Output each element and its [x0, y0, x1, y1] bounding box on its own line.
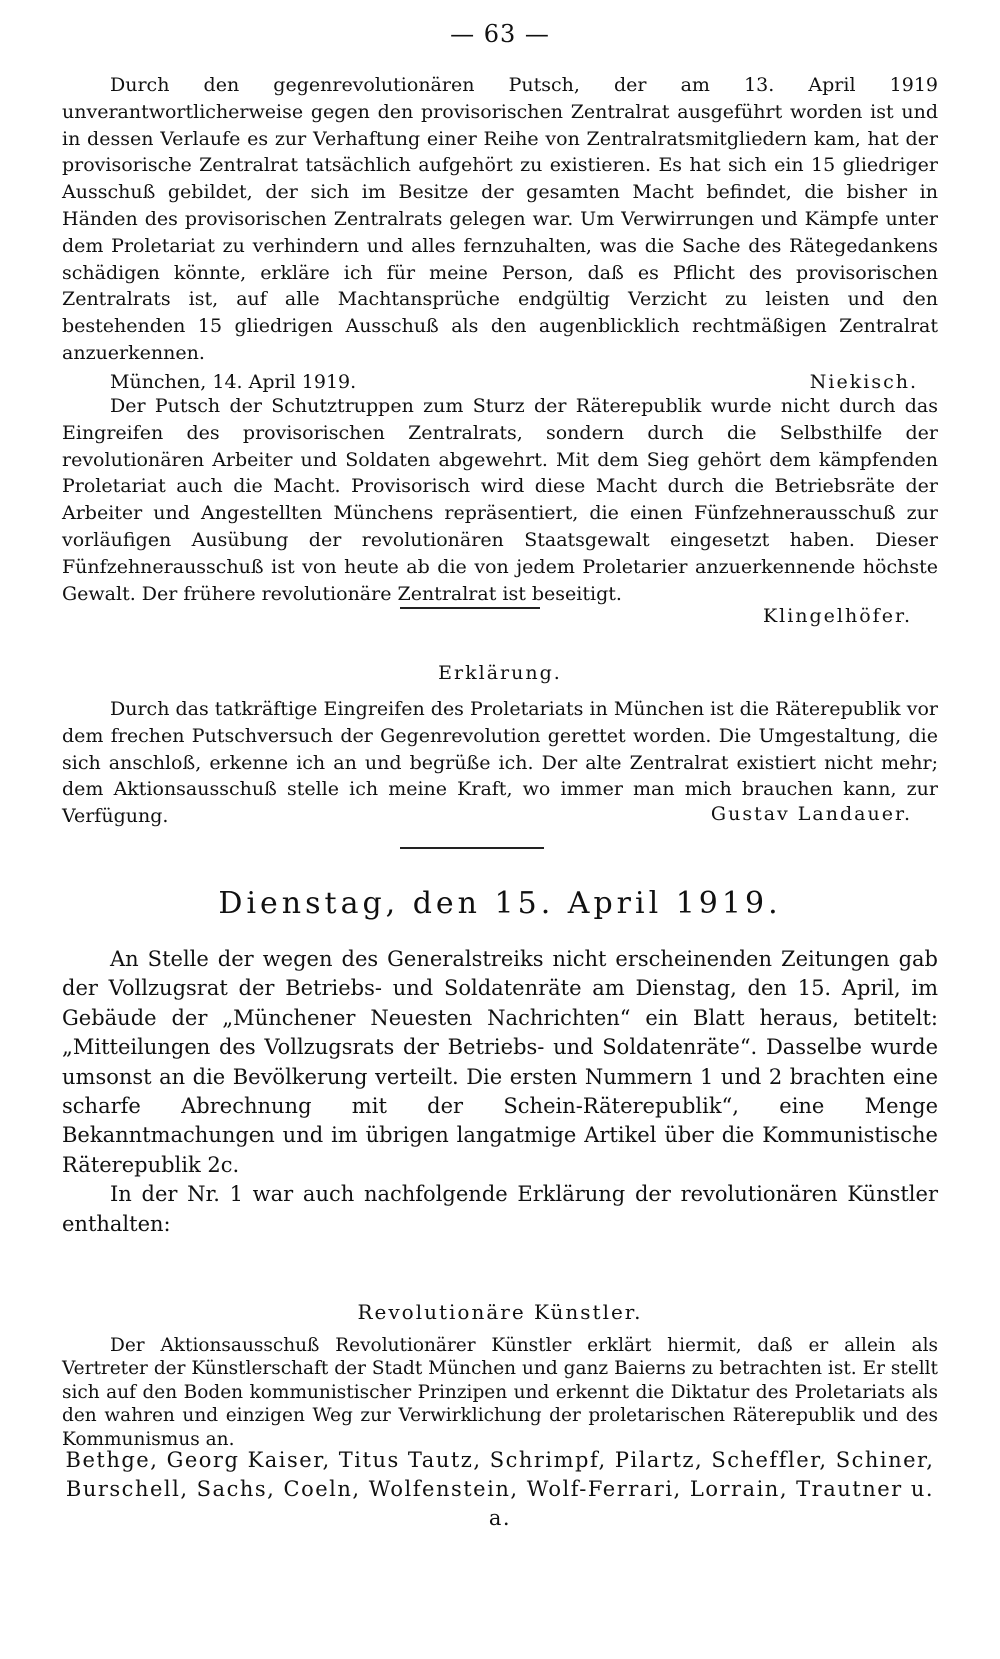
niekisch-declaration	[62, 72, 938, 401]
landauer-signature: Gustav Landauer.	[710, 802, 912, 825]
klingelhoefer-text: Der Putsch der Schutztruppen zum Sturz der Räterepublik wurde nicht durch das Eingreifen des provisorischen Zentralrats, sondern durch die Selbsthilfe der revolutionären Arbeiter und Soldaten abgewehrt. Mit dem Sieg gehört dem kämpfenden Proletariat auch die Macht. Provisorisch wird diese Macht durch die Betriebsräte der Arbeiter und Angestellten Münchens repräsentiert, die einen Fünfzehnerausschuß zur vorläufigen Ausübung der revolutionären Staatsgewalt eingesetzt haben. Dieser Fünfzehnerausschuß ist von heute ab die von jedem Proletarier anzuerkennende höchste Gewalt. Der frühere revolutionäre Zentralrat ist beseitigt.	[62, 395, 938, 605]
klingelhoefer-declaration	[62, 393, 938, 627]
tuesday-section	[62, 945, 938, 1239]
page-number: — 63 —	[450, 20, 550, 48]
tuesday-paragraph-1: An Stelle der wegen des Generalstreiks nicht erscheinenden Zeitungen gab der Vollzugsrat der Betriebs- und Soldatenräte am Dienstag, den 15. April, im Gebäude der „Münchener Neuesten Nachrichten“ ein Blatt heraus, betitelt: „Mitteilungen des Vollzugsrats der Betriebs- und Soldatenräte“. Dasselbe wurde umsonst an die Bevölkerung verteilt. Die ersten Nummern 1 und 2 brachten eine scharfe Abrechnung mit der Schein-Räterepublik“, eine Menge Bekanntmachungen und im übrigen langatmige Artikel über die Kommunistische Räterepublik 2c.	[62, 947, 938, 1177]
separator-rule	[400, 847, 544, 849]
separator-rule	[400, 607, 540, 609]
landauer-declaration	[62, 696, 938, 828]
klingelhoefer-signature: Klingelhöfer.	[762, 605, 912, 628]
kuenstler-heading: Revolutionäre Künstler.	[357, 1300, 643, 1324]
landauer-text: Durch das tatkräftige Eingreifen des Proletariats in München ist die Räterepublik vor dem frechen Putschversuch der Gegenrevolution gerettet worden. Die Umgestaltung, die sich anschloß, erkenne ich an und begrüße ich. Der alte Zentralrat existiert nicht mehr; dem Aktionsausschuß stelle ich meine Kraft, wo immer man mich brauchen kann, zur Verfügung.	[62, 698, 938, 828]
niekisch-text: Durch den gegenrevolutionären Putsch, der am 13. April 1919 unverantwortlicherweise gegen den provisorischen Zentralrat ausgeführt worden ist und in dessen Verlaufe es zur Verhaftung einer Reihe von Zentralratsmitgliedern kam, hat der provisorische Zentralrat tatsächlich aufgehört zu existieren. Es hat sich ein 15 gliedriger Ausschuß gebildet, der sich im Besitze der gesamten Macht befindet, die bisher in Händen des provisorischen Zentralrats gelegen war. Um Verwirrungen und Kämpfe unter dem Proletariat zu verhindern und alles fernzuhalten, was die Sache des Rätegedankens schädigen könnte, erkläre ich für meine Person, daß es Pflicht des provisorischen Zentralrats ist, auf alle Machtansprüche endgültig Verzicht zu leisten und den bestehenden 15 gliedrigen Ausschuß als den augenblicklich rechtmäßigen Zentralrat anzuerkennen.	[62, 74, 938, 364]
niekisch-place-date: München, 14. April 1919.	[110, 370, 357, 393]
kuenstler-signatories: Bethge, Georg Kaiser, Titus Tautz, Schrimpf, Pilartz, Scheffler, Schiner, Burschell, Sachs, Coeln, Wolfenstein, Wolf-Ferrari, Lorrain, Trautner u. a.	[65, 1448, 935, 1530]
date-heading: Dienstag, den 15. April 1919.	[218, 886, 782, 921]
kuenstler-text: Der Aktionsausschuß Revolutionärer Künstler erklärt hiermit, daß er allein als Vertreter der Künstlerschaft der Stadt München und ganz Baierns zu betrachten ist. Er stellt sich auf den Boden kommunistischer Prinzipen und erkennt die Diktatur des Proletariats als den wahren und einzigen Weg zur Verwirklichung der proletarischen Räterepublik und des Kommunismus an.	[62, 1335, 938, 1450]
niekisch-signature: Niekisch.	[809, 370, 918, 393]
landauer-heading: Erklärung.	[438, 662, 562, 684]
kuenstler-declaration	[62, 1334, 938, 1451]
tuesday-paragraph-2: In der Nr. 1 war auch nachfolgende Erklärung der revolutionären Künstler enthalten:	[62, 1182, 938, 1236]
